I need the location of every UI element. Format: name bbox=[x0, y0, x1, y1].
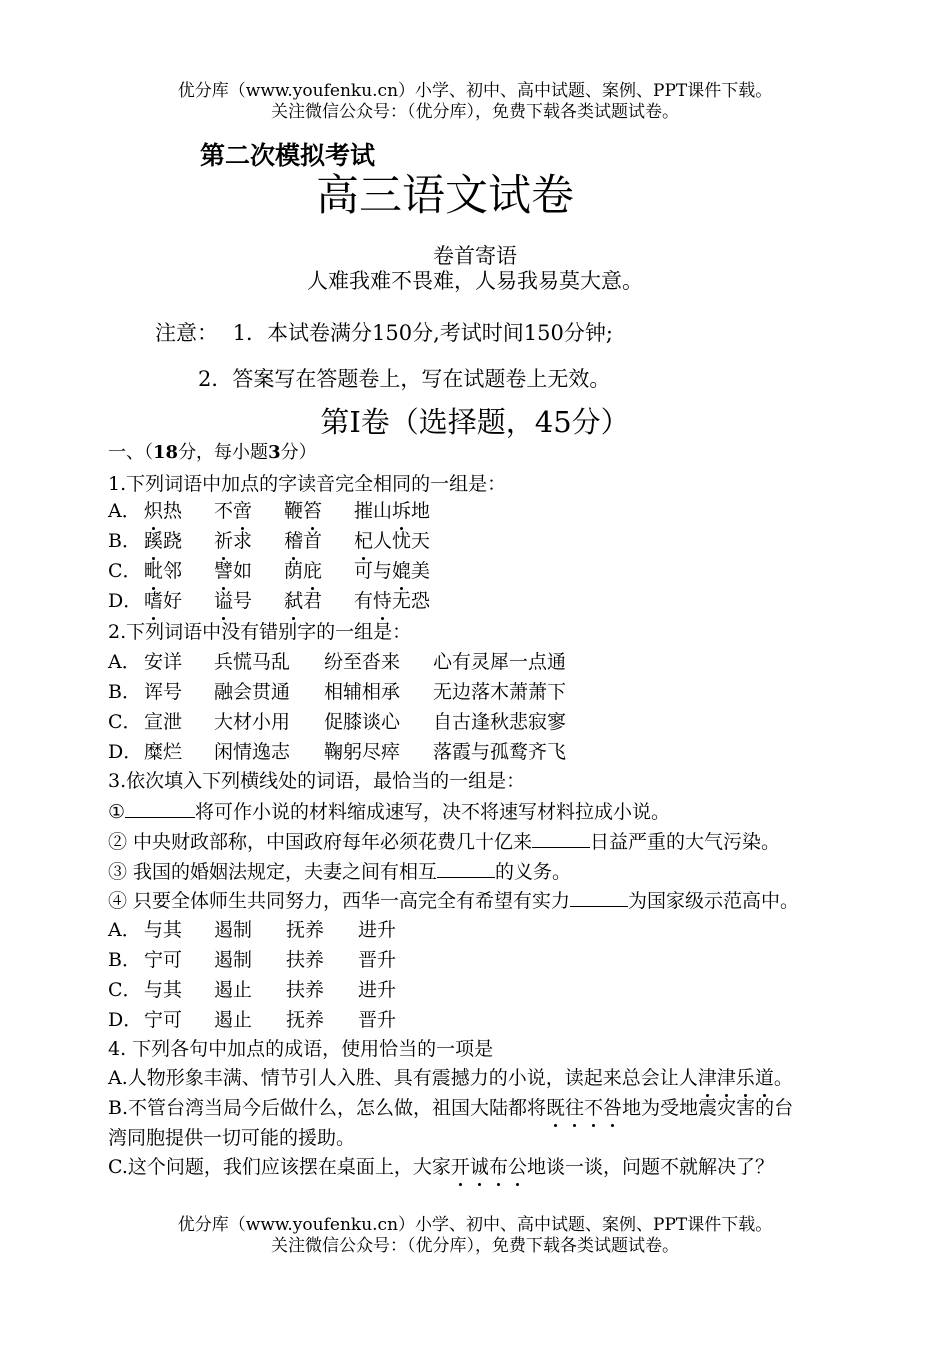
sentence-text: 将可作小说的材料缩成速写，决不将速写材料拉成小说。 bbox=[195, 801, 671, 823]
dotted-char: 谥 bbox=[214, 590, 234, 612]
q4-option-b bbox=[108, 1096, 793, 1120]
q2-option-b bbox=[108, 680, 566, 704]
option-char: 地 bbox=[411, 500, 431, 522]
option-word: 闲情逸志 bbox=[214, 741, 291, 763]
q4-option-c bbox=[108, 1155, 774, 1179]
option-char: 可与 bbox=[354, 560, 393, 582]
q1-option-a bbox=[108, 499, 430, 523]
q1-option-c bbox=[108, 559, 430, 583]
option-text: A.人物形象丰满、情节引人入胜、具有震撼力的小说，读起来总会让人 bbox=[108, 1067, 698, 1089]
option-text: C.这个问题，我们应该摆在桌面上，大家 bbox=[108, 1156, 451, 1178]
option-word: 进升 bbox=[358, 919, 397, 941]
section-heading-text: 一、（ bbox=[108, 442, 153, 463]
exam-title: 高三语文试卷 bbox=[316, 171, 574, 221]
dotted-char: 嗜 bbox=[144, 590, 164, 612]
q2-option-d bbox=[108, 740, 566, 764]
section-heading-text: 分） bbox=[280, 442, 317, 463]
dotted-char: 不 bbox=[584, 1097, 604, 1119]
dotted-char: 杞 bbox=[354, 530, 374, 552]
option-char: 邻 bbox=[163, 560, 183, 582]
option-char: 求 bbox=[233, 530, 253, 552]
dotted-char: 津 bbox=[716, 1067, 736, 1089]
dotted-char: 蹊 bbox=[144, 530, 164, 552]
dotted-char: 笞 bbox=[303, 500, 323, 522]
option-word: 纷至沓来 bbox=[324, 651, 401, 673]
option-char: 美 bbox=[411, 560, 431, 582]
dotted-char: 毗 bbox=[144, 560, 164, 582]
footer-line-2: 关注微信公众号：（优分库），免费下载各类试题试卷。 bbox=[271, 1236, 679, 1256]
option-word: 宁可 bbox=[144, 949, 183, 971]
dotted-char: 咎 bbox=[603, 1097, 623, 1119]
header-line-2: 关注微信公众号：（优分库），免费下载各类试题试卷。 bbox=[271, 102, 679, 122]
note-1 bbox=[155, 320, 613, 346]
part-title: 第Ⅰ卷（选择题，45分） bbox=[320, 405, 630, 439]
dotted-char: 譬 bbox=[214, 560, 234, 582]
option-label: A． bbox=[108, 919, 141, 941]
option-char: 鞭 bbox=[284, 500, 304, 522]
option-text: 地谈一谈，问题不就解决了？ bbox=[526, 1156, 774, 1178]
option-char: 好 bbox=[163, 590, 183, 612]
q3-sentence-1 bbox=[108, 799, 670, 824]
option-word: 进升 bbox=[358, 979, 397, 1001]
dotted-char: 炽 bbox=[144, 500, 164, 522]
dotted-char: 媲 bbox=[392, 560, 412, 582]
sentence-text: 为国家级示范高中。 bbox=[628, 890, 800, 912]
note-prefix: 注意： bbox=[155, 321, 218, 345]
q3-option-b bbox=[108, 948, 396, 972]
option-word: 自古逢秋悲寂寥 bbox=[433, 711, 567, 733]
q1-option-d bbox=[108, 589, 430, 613]
q1-option-b bbox=[108, 529, 430, 553]
option-label: D． bbox=[108, 741, 143, 763]
option-word: 抚养 bbox=[286, 1009, 325, 1031]
option-word: 晋升 bbox=[358, 949, 397, 971]
option-char: 无恐 bbox=[392, 590, 431, 612]
dotted-char: 稽 bbox=[284, 530, 304, 552]
option-word: 宣泄 bbox=[144, 711, 183, 733]
fill-blank bbox=[437, 859, 495, 878]
section-points: 18 bbox=[153, 442, 179, 463]
sentence-text: ③ 我国的婚姻法规定，夫妻之间有相互 bbox=[108, 861, 438, 883]
q2-stem: 2.下列词语中没有错别字的一组是： bbox=[108, 621, 412, 643]
q3-stem: 3.依次填入下列横线处的词语，最恰当的一组是： bbox=[108, 770, 526, 792]
sentence-number: ① bbox=[108, 801, 126, 823]
option-word: 兵慌马乱 bbox=[214, 651, 291, 673]
q3-option-a bbox=[108, 918, 396, 942]
q4-stem: 4. 下列各句中加点的成语，使用恰当的一项是 bbox=[108, 1038, 494, 1060]
section-heading bbox=[108, 441, 317, 465]
option-label: B． bbox=[108, 681, 141, 703]
q2-option-a bbox=[108, 650, 566, 674]
option-word: 遏止 bbox=[214, 979, 253, 1001]
option-word: 鞠躬尽瘁 bbox=[324, 741, 401, 763]
option-char: 号 bbox=[233, 590, 253, 612]
option-text: 地为受地震灾害的台 bbox=[622, 1097, 794, 1119]
fill-blank bbox=[570, 888, 628, 907]
dotted-char: 开 bbox=[450, 1156, 470, 1178]
option-char: 人忧天 bbox=[373, 530, 431, 552]
sentence-text: ④ 只要全体师生共同努力，西华一高完全有希望有实力 bbox=[108, 890, 571, 912]
dotted-char: 祈 bbox=[214, 530, 234, 552]
option-word: 促膝谈心 bbox=[324, 711, 401, 733]
dotted-char: 诚 bbox=[469, 1156, 489, 1178]
dotted-char: 公 bbox=[507, 1156, 527, 1178]
option-char: 摧山 bbox=[354, 500, 393, 522]
option-label: A． bbox=[108, 500, 141, 522]
option-label: C． bbox=[108, 979, 142, 1001]
q3-option-c bbox=[108, 978, 396, 1002]
option-word: 糜烂 bbox=[144, 741, 183, 763]
option-word: 相辅相承 bbox=[324, 681, 401, 703]
option-word: 大材小用 bbox=[214, 711, 291, 733]
q3-option-d bbox=[108, 1008, 396, 1032]
option-char: 有 bbox=[354, 590, 374, 612]
dotted-char: 布 bbox=[488, 1156, 508, 1178]
dotted-char: 道 bbox=[754, 1067, 774, 1089]
option-char: 君 bbox=[303, 590, 323, 612]
option-text: 。 bbox=[773, 1067, 793, 1089]
note-2: 2．答案写在答题卷上，写在试题卷上无效。 bbox=[198, 367, 611, 391]
section-heading-text: 分，每小题 bbox=[178, 442, 269, 463]
sentence-text: ② 中央财政部称，中国政府每年必须花费几十亿来 bbox=[108, 831, 533, 853]
option-char: 热 bbox=[163, 500, 183, 522]
note-1-text: 1．本试卷满分150分,考试时间150分钟; bbox=[232, 321, 613, 345]
dotted-char: 恃 bbox=[373, 590, 393, 612]
option-text: B.不管台湾当局今后做什么，怎么做，祖国大陆都将 bbox=[108, 1097, 547, 1119]
dotted-char: 往 bbox=[565, 1097, 585, 1119]
option-word: 遏制 bbox=[214, 919, 253, 941]
dotted-char: 弑 bbox=[284, 590, 304, 612]
q1-stem: 1.下列词语中加点的字读音完全相同的一组是： bbox=[108, 473, 507, 495]
dotted-char: 津 bbox=[697, 1067, 717, 1089]
option-label: C． bbox=[108, 711, 142, 733]
option-label: D． bbox=[108, 590, 143, 612]
option-word: 安详 bbox=[144, 651, 183, 673]
option-word: 心有灵犀一点通 bbox=[433, 651, 567, 673]
section-points-each: 3 bbox=[268, 442, 281, 463]
option-word: 抚养 bbox=[286, 919, 325, 941]
option-char: 荫 bbox=[284, 560, 304, 582]
q2-option-c bbox=[108, 710, 566, 734]
option-char: 跷 bbox=[163, 530, 183, 552]
exam-subtitle: 第二次模拟考试 bbox=[200, 141, 376, 170]
q3-sentence-4 bbox=[108, 888, 799, 913]
q3-sentence-2 bbox=[108, 829, 780, 854]
option-word: 与其 bbox=[144, 919, 183, 941]
q4-option-a bbox=[108, 1066, 793, 1090]
option-word: 扶养 bbox=[286, 979, 325, 1001]
option-label: B． bbox=[108, 530, 141, 552]
option-word: 落霞与孤鹜齐飞 bbox=[433, 741, 567, 763]
motto-text: 人难我难不畏难，人易我易莫大意。 bbox=[307, 269, 643, 293]
sentence-text: 日益严重的大气污染。 bbox=[590, 831, 781, 853]
option-word: 与其 bbox=[144, 979, 183, 1001]
option-word: 无边落木萧萧下 bbox=[433, 681, 567, 703]
option-word: 晋升 bbox=[358, 1009, 397, 1031]
option-word: 融会贯通 bbox=[214, 681, 291, 703]
option-label: A． bbox=[108, 651, 141, 673]
footer-line-1: 优分库（www.youfenku.cn）小学、初中、高中试题、案例、PPT课件下载。 bbox=[177, 1215, 773, 1235]
option-word: 扶养 bbox=[286, 949, 325, 971]
option-word: 诨号 bbox=[144, 681, 183, 703]
option-char: 不 bbox=[214, 500, 234, 522]
option-label: D． bbox=[108, 1009, 143, 1031]
option-word: 遏止 bbox=[214, 1009, 253, 1031]
option-word: 遏制 bbox=[214, 949, 253, 971]
option-char: 首 bbox=[303, 530, 323, 552]
dotted-char: 庇 bbox=[303, 560, 323, 582]
fill-blank bbox=[532, 829, 590, 848]
motto-title: 卷首寄语 bbox=[433, 244, 517, 268]
option-label: C． bbox=[108, 560, 142, 582]
dotted-char: 既 bbox=[546, 1097, 566, 1119]
option-label: B． bbox=[108, 949, 141, 971]
sentence-text: 的义务。 bbox=[495, 861, 572, 883]
option-char: 如 bbox=[233, 560, 253, 582]
dotted-char: 乐 bbox=[735, 1067, 755, 1089]
fill-blank bbox=[125, 799, 195, 818]
q3-sentence-3 bbox=[108, 859, 571, 884]
option-word: 宁可 bbox=[144, 1009, 183, 1031]
header-line-1: 优分库（www.youfenku.cn）小学、初中、高中试题、案例、PPT课件下载。 bbox=[177, 81, 773, 101]
dotted-char: 坼 bbox=[392, 500, 412, 522]
dotted-char: 啻 bbox=[233, 500, 253, 522]
q4-option-b-cont: 湾同胞提供一切可能的援助。 bbox=[108, 1127, 356, 1149]
